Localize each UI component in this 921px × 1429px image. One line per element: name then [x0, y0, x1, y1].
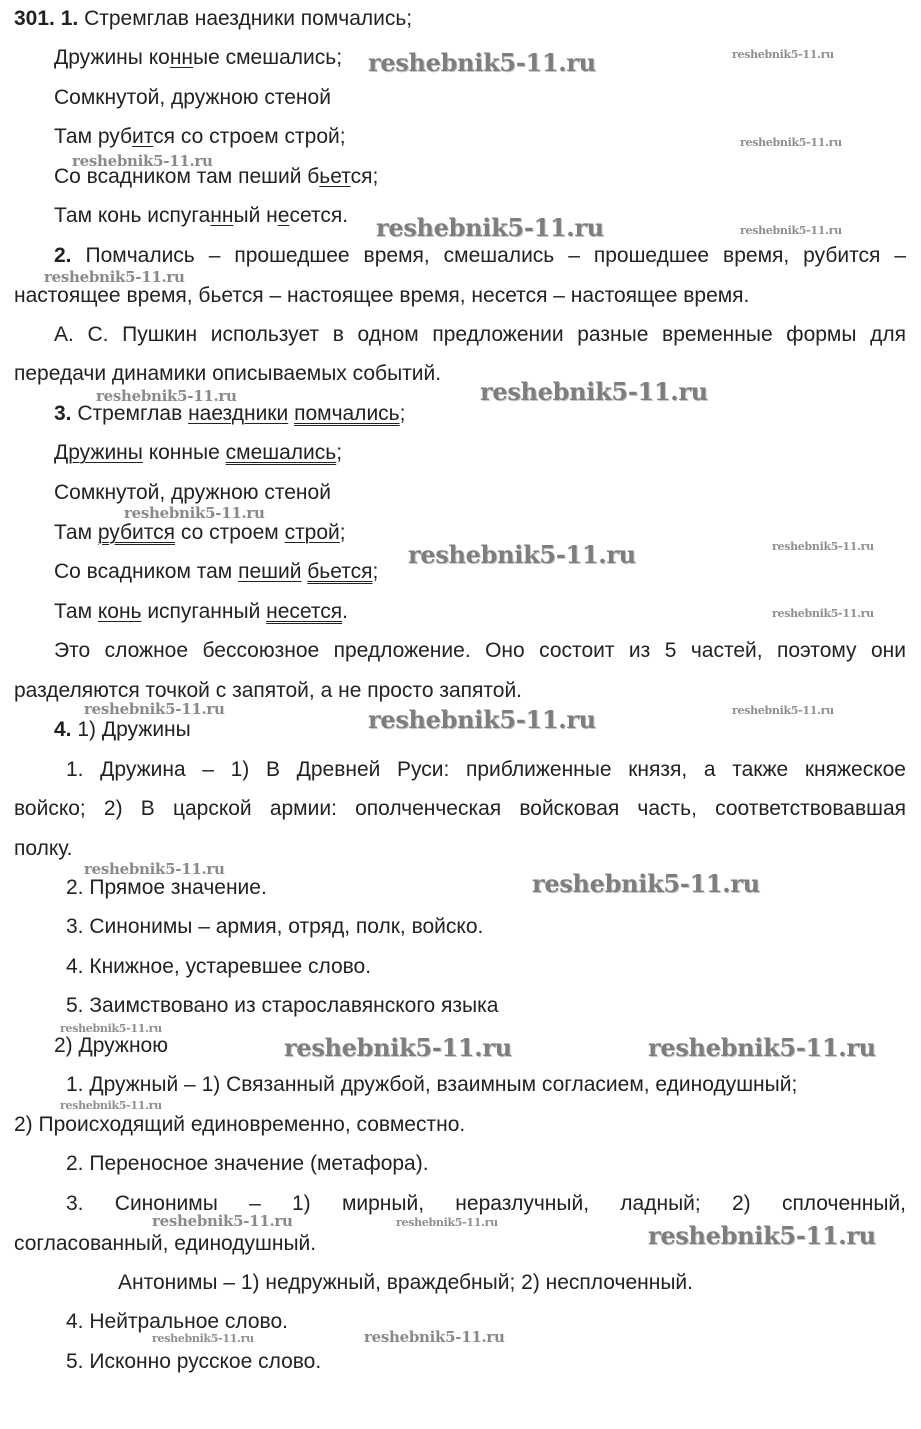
- watermark: reshebnik5-11.ru: [152, 1332, 254, 1345]
- poem-line: Дружины конные смешались;: [54, 46, 343, 69]
- poem-line: Со всадником там пеший бьется;: [54, 165, 379, 188]
- watermark: reshebnik5-11.ru: [368, 705, 596, 734]
- word-heading: 2) Дружною: [54, 1034, 168, 1057]
- watermark: reshebnik5-11.ru: [408, 540, 636, 569]
- parsed-line: Сомкнутой, дружною стеной: [54, 481, 331, 504]
- list-item: 3. Синонимы – армия, отряд, полк, войско.: [66, 915, 484, 938]
- list-item: Антонимы – 1) недружный, враждебный; 2) несплоченный.: [118, 1271, 693, 1294]
- poem-line: Там рубится со строем строй;: [54, 125, 346, 148]
- poem-line: Там конь испуганный несется.: [54, 204, 349, 227]
- predicate-underline: смешались: [225, 441, 337, 464]
- text-line: Это сложное бессоюзное предложение. Оно состоит из 5 частей, поэтому они: [54, 639, 906, 662]
- watermark: reshebnik5-11.ru: [648, 1221, 876, 1250]
- list-item: 2. Прямое значение.: [66, 876, 267, 899]
- list-item: 2) Происходящий единовременно, совместно.: [14, 1113, 466, 1136]
- list-item: согласованный, единодушный.: [14, 1232, 317, 1255]
- list-item: 5. Исконно русское слово.: [66, 1350, 322, 1373]
- parsed-line: Там конь испуганный несется.: [54, 600, 349, 623]
- watermark: reshebnik5-11.ru: [44, 268, 185, 286]
- text-line: передачи динамики описываемых событий.: [14, 362, 442, 385]
- watermark: reshebnik5-11.ru: [732, 48, 834, 61]
- parsed-line: Дружины конные смешались;: [54, 441, 343, 464]
- watermark: reshebnik5-11.ru: [772, 607, 874, 620]
- subject-underline: пеший: [238, 560, 302, 583]
- watermark: reshebnik5-11.ru: [376, 213, 604, 242]
- watermark: reshebnik5-11.ru: [84, 860, 225, 878]
- list-item: 1. Дружина – 1) В Древней Руси: приближенные князя, а также княжеское: [66, 758, 906, 781]
- word-heading: 4. 1) Дружины: [54, 718, 191, 741]
- part-number: 4.: [54, 718, 72, 741]
- text-line: А. С. Пушкин использует в одном предложении разные временные формы для: [54, 323, 906, 346]
- parsed-line: 3. Стремглав наездники помчались;: [54, 402, 406, 425]
- watermark: reshebnik5-11.ru: [284, 1033, 512, 1062]
- underlined-spelling: е: [277, 204, 290, 227]
- watermark: reshebnik5-11.ru: [396, 1216, 498, 1229]
- list-item: войско; 2) В царской армии: ополченческая войсковая часть, соответствовавшая: [14, 797, 906, 820]
- watermark: reshebnik5-11.ru: [772, 540, 874, 553]
- watermark: reshebnik5-11.ru: [740, 224, 842, 237]
- watermark: reshebnik5-11.ru: [84, 700, 225, 718]
- list-item: 2. Переносное значение (метафора).: [66, 1152, 429, 1175]
- list-item: 3. Синонимы – 1) мирный, неразлучный, ладный; 2) сплоченный,: [66, 1192, 906, 1215]
- watermark: reshebnik5-11.ru: [60, 1022, 162, 1035]
- subject-underline: Дружины: [54, 441, 143, 464]
- list-item: 4. Нейтральное слово.: [66, 1310, 288, 1333]
- watermark: reshebnik5-11.ru: [152, 1212, 293, 1230]
- parsed-line: Со всадником там пеший бьется;: [54, 560, 379, 583]
- subject-underline: наездники: [188, 402, 289, 425]
- watermark: reshebnik5-11.ru: [60, 1099, 162, 1112]
- poem-line: Сомкнутой, дружною стеной: [54, 86, 331, 109]
- list-item: 5. Заимствовано из старославянского языка: [66, 994, 499, 1017]
- list-item: полку.: [14, 837, 73, 860]
- poem-line: Стремглав наездники помчались;: [84, 7, 413, 30]
- part-number: 3.: [54, 402, 72, 425]
- underlined-spelling: нн: [169, 46, 194, 69]
- parsed-line: Там рубится со строем строй;: [54, 521, 346, 544]
- watermark: reshebnik5-11.ru: [72, 152, 213, 170]
- underlined-spelling: ит: [132, 125, 154, 148]
- underlined-spelling: ьет: [319, 165, 351, 188]
- text-line: разделяются точкой с запятой, а не просто запятой.: [14, 679, 523, 702]
- watermark: reshebnik5-11.ru: [124, 504, 265, 522]
- predicate-underline: бьется: [307, 560, 373, 583]
- watermark: reshebnik5-11.ru: [732, 704, 834, 717]
- predicate-underline: рубится: [97, 521, 176, 544]
- part-number: 1.: [60, 7, 79, 30]
- watermark: reshebnik5-11.ru: [364, 1328, 505, 1346]
- watermark: reshebnik5-11.ru: [740, 136, 842, 149]
- underlined-spelling: нн: [210, 204, 234, 227]
- watermark: reshebnik5-11.ru: [648, 1033, 876, 1062]
- part-number: 2.: [54, 244, 72, 267]
- watermark: reshebnik5-11.ru: [480, 377, 708, 406]
- watermark: reshebnik5-11.ru: [96, 387, 237, 405]
- subject-underline: конь: [97, 600, 142, 623]
- list-item: 4. Книжное, устаревшее слово.: [66, 955, 372, 978]
- list-item: 1. Дружный – 1) Связанный дружбой, взаимным согласием, единодушный;: [66, 1073, 798, 1096]
- exercise-number: 301.: [14, 7, 55, 30]
- watermark: reshebnik5-11.ru: [532, 869, 760, 898]
- text-line: настоящее время, бьется – настоящее время, несется – настоящее время.: [14, 284, 750, 307]
- subject-underline: строй: [284, 521, 340, 544]
- text-line: 2. Помчались – прошедшее время, смешались – прошедшее время, рубится –: [54, 244, 906, 267]
- watermark: reshebnik5-11.ru: [368, 48, 596, 77]
- predicate-underline: несется: [266, 600, 343, 623]
- exercise-heading: [14, 6, 412, 32]
- predicate-underline: помчались: [294, 402, 400, 425]
